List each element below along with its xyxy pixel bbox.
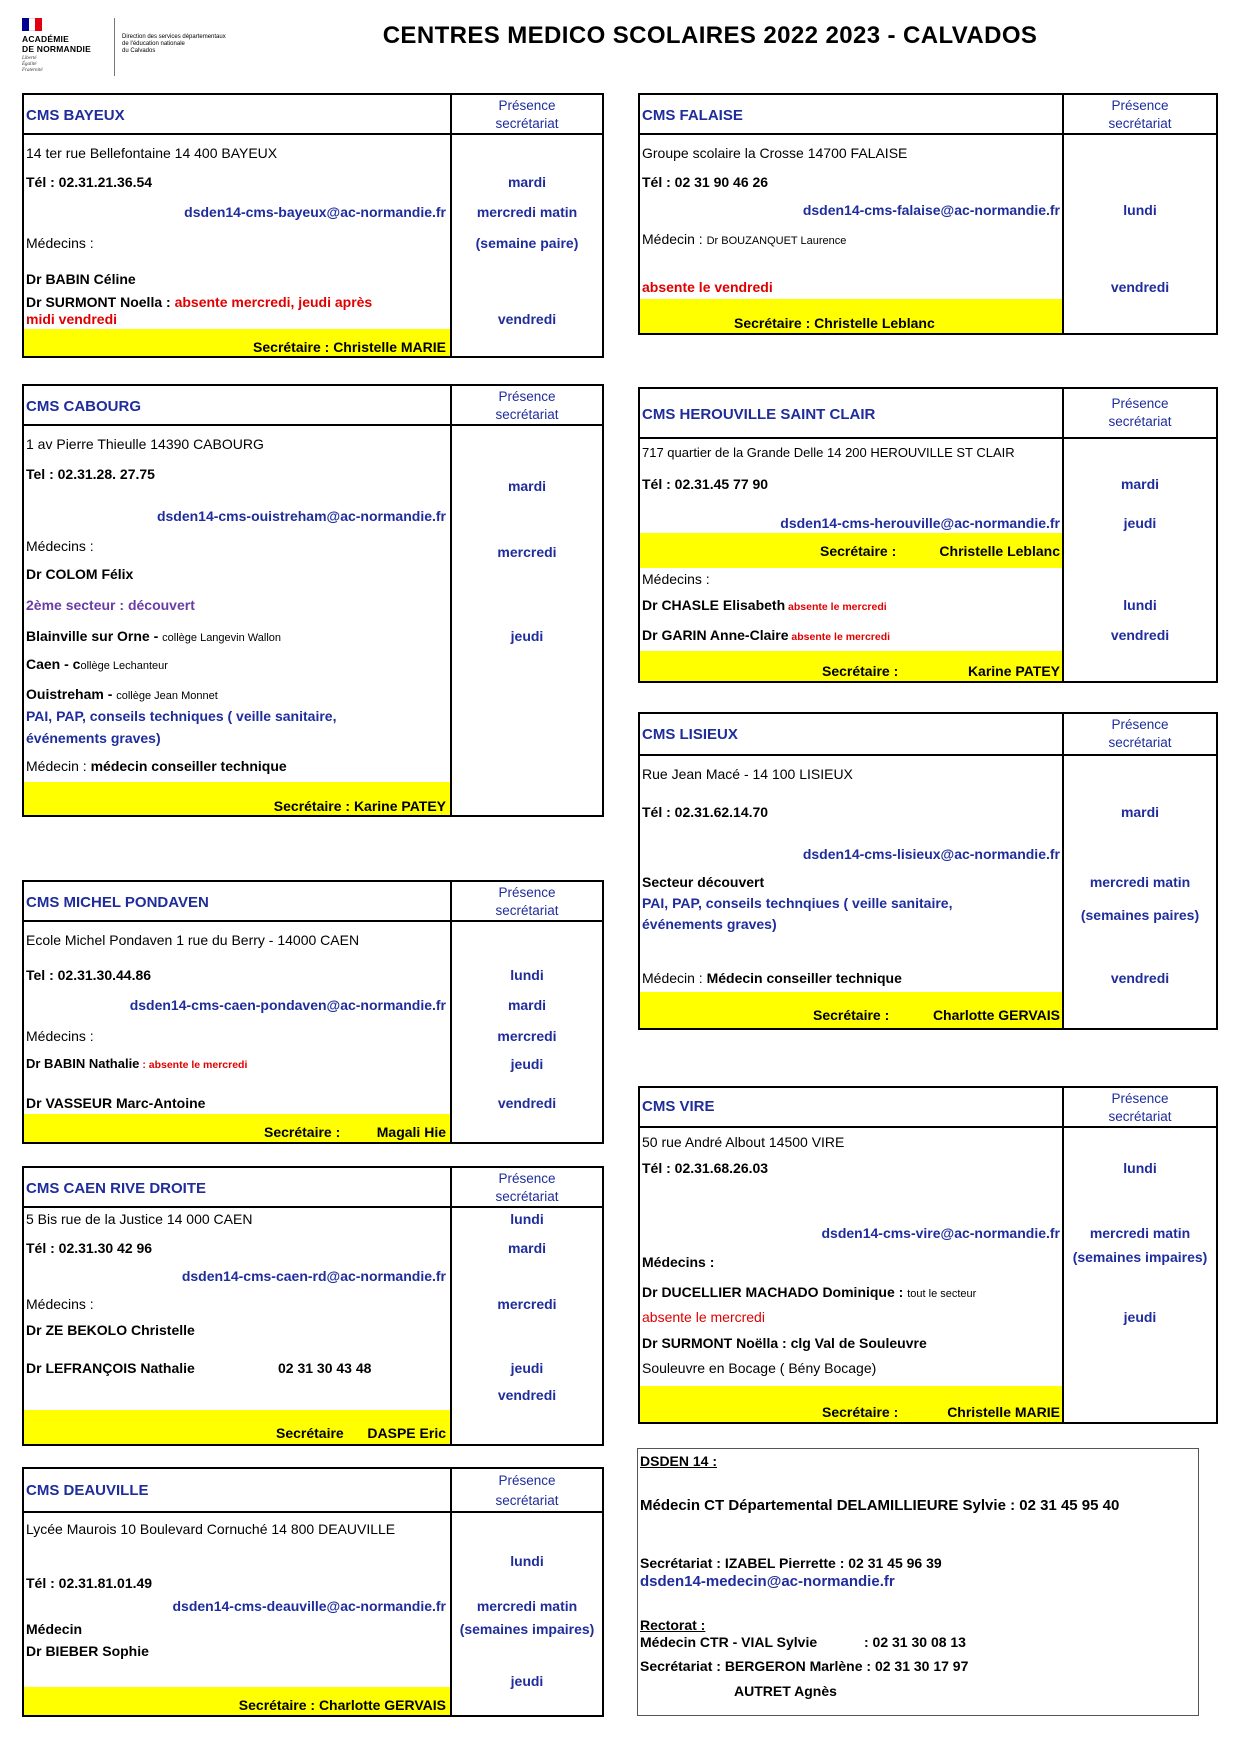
presence-header: Présence secrétariat	[450, 1469, 602, 1511]
logo-brand: ACADÉMIE DE NORMANDIE	[22, 34, 91, 54]
secretary-name: Magali Hie	[376, 1124, 446, 1140]
email-link[interactable]: dsden14-cms-herouville@ac-normandie.fr	[780, 515, 1060, 531]
cms-header	[24, 95, 602, 135]
medecins-label: Médecins :	[26, 1028, 94, 1044]
marianne-flag-icon	[22, 18, 42, 31]
secretary-label: Secrétaire :	[822, 1404, 899, 1420]
cms-header	[24, 1469, 602, 1513]
medecin-line: Médecin : médecin conseiller technique	[26, 758, 287, 774]
presence-day: mercredi matin	[476, 204, 578, 220]
doctor-name: Dr BABIN Nathalie : absente le mercredi	[26, 1056, 248, 1071]
address: 5 Bis rue de la Justice 14 000 CAEN	[26, 1211, 253, 1227]
cms-header	[640, 714, 1216, 756]
cms-header	[640, 95, 1216, 135]
address: 50 rue André Albout 14500 VIRE	[642, 1134, 845, 1150]
dsden-email-link[interactable]: dsden14-medecin@ac-normandie.fr	[640, 1573, 895, 1590]
phone: Tél : 02.31.81.01.49	[26, 1575, 153, 1591]
presence-day: (semaines impaires)	[1072, 1249, 1208, 1265]
phone: Tel : 02.31.28. 27.75	[26, 466, 155, 482]
sector-note: Souleuvre en Bocage ( Bény Bocage)	[642, 1360, 877, 1376]
email-link[interactable]: dsden14-cms-falaise@ac-normandie.fr	[802, 202, 1060, 218]
phone: Tél : 02.31.21.36.54	[26, 174, 153, 190]
cms-header	[24, 386, 602, 426]
presence-day: lundi	[510, 1553, 544, 1569]
sector-item: Caen - collège Lechanteur	[26, 656, 168, 672]
presence-header: Présence secrétariat	[450, 386, 602, 424]
presence-day: lundi	[1123, 1160, 1157, 1176]
medecins-label: Médecin	[26, 1621, 83, 1637]
secretary: Secrétaire : Christelle Leblanc	[734, 315, 935, 331]
presence-day: mardi	[507, 174, 547, 190]
phone: Tél : 02.31.45 77 90	[642, 476, 769, 492]
doctor-phone: 02 31 30 43 48	[278, 1360, 372, 1376]
presence-day: vendredi	[497, 1387, 557, 1403]
presence-day: lundi	[1123, 202, 1157, 218]
doctor-name: Dr BABIN Céline	[26, 271, 136, 287]
address: Groupe scolaire la Crosse 14700 FALAISE	[642, 145, 908, 161]
pai-note: événements graves)	[642, 916, 777, 932]
phone: Tél : 02 31 90 46 26	[642, 174, 769, 190]
medecins-label: Médecins :	[642, 571, 710, 587]
doctor-name: Dr BIEBER Sophie	[26, 1643, 149, 1659]
presence-day: vendredi	[497, 311, 557, 327]
secretary-name: Christelle MARIE	[947, 1404, 1060, 1420]
rectorat-secretariat-2: AUTRET Agnès	[734, 1683, 837, 1699]
sector-note: Secteur découvert	[642, 874, 765, 890]
cms-pondaven-box	[22, 880, 604, 1144]
presence-day: jeudi	[1123, 1309, 1157, 1325]
address: Ecole Michel Pondaven 1 rue du Berry - 14000 CAEN	[26, 932, 360, 948]
cms-name: CMS DEAUVILLE	[26, 1482, 149, 1499]
cms-name: CMS CAEN RIVE DROITE	[26, 1180, 207, 1197]
secretary-name: Charlotte GERVAIS	[932, 1007, 1060, 1023]
secretary: Secrétaire : Charlotte GERVAIS	[238, 1697, 446, 1713]
medecin-line: Médecin : Médecin conseiller technique	[642, 970, 902, 986]
doctor-name: Dr GARIN Anne-Claire absente le mercredi	[642, 627, 891, 643]
doctor-name: Dr SURMONT Noella : absente mercredi, jeudi après	[26, 294, 373, 310]
pai-note: événements graves)	[26, 730, 161, 746]
presence-day: jeudi	[510, 1056, 544, 1072]
presence-day: mardi	[1120, 476, 1160, 492]
phone: Tél : 02.31.30 42 96	[26, 1240, 153, 1256]
presence-day: mardi	[1120, 804, 1160, 820]
cms-header	[640, 1088, 1216, 1128]
academie-logo	[22, 18, 252, 78]
presence-day: mercredi matin	[476, 1598, 578, 1614]
presence-day: mardi	[507, 1240, 547, 1256]
secretary-label: Secrétaire :	[813, 1007, 890, 1023]
sector-item: Ouistreham - collège Jean Monnet	[26, 686, 218, 702]
doctor-name: Dr ZE BEKOLO Christelle	[26, 1322, 195, 1338]
presence-day: (semaines paires)	[1080, 907, 1200, 923]
presence-day: lundi	[510, 967, 544, 983]
presence-day: jeudi	[1123, 515, 1157, 531]
presence-header: Présence secrétariat	[1062, 1088, 1216, 1126]
pai-note: PAI, PAP, conseils technqiues ( veille sanitaire,	[642, 895, 953, 911]
presence-day: mercredi	[497, 1296, 557, 1312]
email-link[interactable]: dsden14-cms-bayeux@ac-normandie.fr	[184, 204, 446, 220]
rectorat-label: Rectorat :	[640, 1617, 706, 1633]
email-link[interactable]: dsden14-cms-caen-pondaven@ac-normandie.fr	[129, 997, 446, 1013]
presence-day: mercredi matin	[1089, 1225, 1191, 1241]
absence-note: midi vendredi	[26, 311, 118, 327]
address: Rue Jean Macé - 14 100 LISIEUX	[642, 766, 853, 782]
email-link[interactable]: dsden14-cms-lisieux@ac-normandie.fr	[802, 846, 1060, 862]
presence-day: jeudi	[510, 628, 544, 644]
medecin-ct: Médecin CT Départemental DELAMILLIEURE Sylvie : 02 31 45 95 40	[640, 1497, 1120, 1514]
doctor-name: Dr SURMONT Noëlla : clg Val de Souleuvre	[642, 1335, 927, 1351]
phone: Tél : 02.31.62.14.70	[642, 804, 769, 820]
cms-herouville-box	[638, 387, 1218, 683]
presence-day: mercredi	[497, 544, 557, 560]
cms-bayeux-box	[22, 93, 604, 358]
presence-day: vendredi	[497, 1095, 557, 1111]
phone: Tél : 02.31.68.26.03	[642, 1160, 769, 1176]
email-link[interactable]: dsden14-cms-vire@ac-normandie.fr	[821, 1225, 1060, 1241]
presence-header: Présence secrétariat	[1062, 95, 1216, 133]
cms-name: CMS VIRE	[642, 1098, 715, 1115]
address: 14 ter rue Bellefontaine 14 400 BAYEUX	[26, 145, 278, 161]
cms-vire-box	[638, 1086, 1218, 1424]
cms-header	[640, 389, 1216, 439]
doctor-name: Dr CHASLE Elisabeth absente le mercredi	[642, 597, 887, 613]
cms-falaise-box	[638, 93, 1218, 335]
address: 1 av Pierre Thieulle 14390 CABOURG	[26, 436, 264, 452]
secretary-name: Christelle Leblanc	[939, 543, 1060, 559]
medecins-label: Médecins :	[26, 1296, 94, 1312]
presence-day: vendredi	[1110, 627, 1170, 643]
presence-day: jeudi	[510, 1673, 544, 1689]
rectorat-ctr: Médecin CTR - VIAL Sylvie	[640, 1634, 818, 1650]
medecins-label: Médecins :	[26, 235, 94, 251]
address: 717 quartier de la Grande Delle 14 200 HEROUVILLE ST CLAIR	[642, 445, 1015, 460]
cms-name: CMS BAYEUX	[26, 107, 125, 124]
dsden-secretariat: Secrétariat : IZABEL Pierrette : 02 31 45 96 39	[640, 1555, 942, 1571]
cms-header	[24, 882, 602, 922]
secretary-label: Secrétaire :	[820, 543, 897, 559]
cms-name: CMS CABOURG	[26, 398, 141, 415]
doctor-name: Dr COLOM Félix	[26, 566, 134, 582]
cms-caen-rd-box	[22, 1166, 604, 1446]
logo-motto: Liberté Égalité Fraternité	[22, 56, 43, 73]
doctor-name: Dr DUCELLIER MACHADO Dominique : tout le secteur	[642, 1284, 977, 1300]
dsden-contact-box	[637, 1448, 1199, 1716]
page-title: CENTRES MEDICO SCOLAIRES 2022 2023 - CALVADOS	[382, 22, 1038, 49]
cms-lisieux-box	[638, 712, 1218, 1030]
presence-day: lundi	[1123, 597, 1157, 613]
pai-note: PAI, PAP, conseils techniques ( veille sanitaire,	[26, 708, 337, 724]
absence-note: absente le vendredi	[642, 279, 773, 295]
email-link[interactable]: dsden14-cms-caen-rd@ac-normandie.fr	[181, 1268, 446, 1284]
absence-note: absente le mercredi	[642, 1309, 765, 1325]
presence-day: mardi	[507, 997, 547, 1013]
cms-name: CMS LISIEUX	[642, 726, 738, 743]
presence-header: Présence secrétariat	[1062, 714, 1216, 754]
secretary: Secrétaire : Karine PATEY	[273, 798, 446, 814]
secretary-label: Secrétaire :	[264, 1124, 341, 1140]
rectorat-ctr-phone: : 02 31 30 08 13	[864, 1634, 966, 1650]
logo-separator	[114, 18, 115, 76]
doctor-name: Dr VASSEUR Marc-Antoine	[26, 1095, 206, 1111]
phone: Tel : 02.31.30.44.86	[26, 967, 152, 983]
presence-day: (semaines impaires)	[459, 1621, 595, 1637]
cms-name: CMS MICHEL PONDAVEN	[26, 894, 209, 911]
presence-header: Présence secrétariat	[450, 882, 602, 920]
secretary-name: Karine PATEY	[967, 663, 1060, 679]
medecins-label: Médecins :	[642, 1254, 715, 1270]
email-link[interactable]: dsden14-cms-deauville@ac-normandie.fr	[172, 1598, 446, 1614]
secretary-name: DASPE Eric	[367, 1425, 446, 1441]
medecins-label: Médecins :	[26, 538, 94, 554]
presence-day: vendredi	[1110, 970, 1170, 986]
presence-day: mercredi matin	[1089, 874, 1191, 890]
address: Lycée Maurois 10 Boulevard Cornuché 14 800 DEAUVILLE	[26, 1521, 396, 1537]
cms-name: CMS HEROUVILLE SAINT CLAIR	[642, 406, 876, 423]
presence-header: Présence secrétariat	[450, 95, 602, 133]
presence-day: (semaine paire)	[475, 235, 579, 251]
secretary-label: Secrétaire	[276, 1425, 344, 1441]
medecin-line: Médecin : Dr BOUZANQUET Laurence	[642, 231, 847, 247]
dsden-label: DSDEN 14 :	[640, 1453, 718, 1469]
presence-day: mardi	[507, 478, 547, 494]
logo-dsden-text: Direction des services départementaux de l'éducation nationale du Calvados	[122, 34, 226, 54]
secretary-label: Secrétaire :	[822, 663, 899, 679]
cms-name: CMS FALAISE	[642, 107, 743, 124]
sector-note: 2ème secteur : découvert	[26, 597, 195, 613]
cms-header	[24, 1168, 602, 1208]
presence-day: vendredi	[1110, 279, 1170, 295]
email-link[interactable]: dsden14-cms-ouistreham@ac-normandie.fr	[156, 508, 446, 524]
presence-header: Présence secrétariat	[450, 1168, 602, 1206]
presence-header: Présence secrétariat	[1062, 389, 1216, 437]
rectorat-secretariat: Secrétariat : BERGERON Marlène : 02 31 30 17 97	[640, 1658, 969, 1674]
secretary: Secrétaire : Christelle MARIE	[253, 339, 446, 355]
sector-item: Blainville sur Orne - collège Langevin Wallon	[26, 628, 281, 644]
doctor-name: Dr LEFRANÇOIS Nathalie	[26, 1360, 195, 1376]
cms-deauville-box	[22, 1467, 604, 1717]
presence-day: lundi	[510, 1211, 544, 1227]
cms-cabourg-box	[22, 384, 604, 817]
presence-day: jeudi	[510, 1360, 544, 1376]
presence-day: mercredi	[497, 1028, 557, 1044]
